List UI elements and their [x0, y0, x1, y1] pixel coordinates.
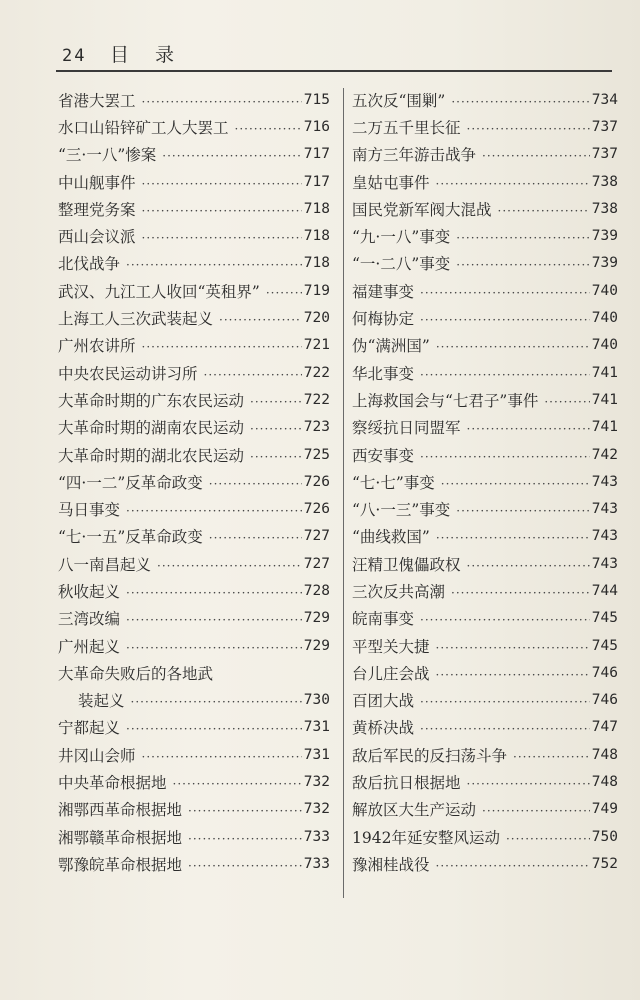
toc-leader-dots	[250, 423, 302, 435]
toc-entry-page: 741	[591, 364, 618, 381]
toc-entry-title: 皇姑屯事件	[352, 173, 430, 192]
toc-entry	[352, 359, 618, 386]
toc-entry-title: 何梅协定	[352, 310, 415, 329]
toc-entry	[58, 332, 330, 359]
toc-entry-page: 727	[303, 528, 330, 545]
toc-leader-dots	[544, 396, 589, 408]
toc-entry-page: 747	[591, 719, 618, 736]
toc-entry	[58, 523, 330, 550]
toc-entry-page: 742	[591, 446, 618, 463]
toc-entry	[58, 687, 330, 714]
toc-entry	[352, 632, 618, 659]
toc-leader-dots	[467, 423, 590, 435]
toc-entry-title: “曲线救国”	[352, 528, 430, 547]
toc-entry-page: 746	[591, 664, 618, 681]
header-rule	[56, 70, 612, 72]
toc-leader-dots	[420, 723, 590, 735]
toc-entry	[352, 386, 618, 413]
toc-entry-title: 湘鄂西革命根据地	[58, 801, 183, 820]
toc-entry-page: 738	[591, 173, 618, 190]
toc-entry-page: 733	[303, 855, 330, 872]
toc-entry-title: 敌后军民的反扫荡斗争	[352, 746, 508, 765]
toc-entry	[58, 796, 330, 823]
toc-entry-page: 746	[591, 692, 618, 709]
toc-leader-dots	[436, 860, 590, 872]
toc-entry-title: 中山舰事件	[58, 173, 136, 192]
toc-entry-page: 752	[591, 855, 618, 872]
toc-entry	[58, 441, 330, 468]
toc-entry-title: 1942年延安整风运动	[352, 828, 500, 847]
toc-entry-title: “三·一八”惨案	[58, 146, 157, 165]
toc-entry-title: 省港大罢工	[58, 91, 136, 110]
toc-entry-page: 723	[303, 419, 330, 436]
toc-entry	[58, 113, 330, 140]
toc-leader-dots	[204, 369, 302, 381]
toc-entry-page: 737	[591, 146, 618, 163]
toc-entry-page: 739	[591, 228, 618, 245]
toc-leader-dots	[142, 205, 302, 217]
toc-entry-title: 国民党新军阀大混战	[352, 200, 492, 219]
toc-entry	[58, 141, 330, 168]
toc-leader-dots	[173, 778, 302, 790]
toc-leader-dots	[188, 860, 302, 872]
page-number: 24	[62, 46, 87, 66]
toc-entry-page: 722	[303, 364, 330, 381]
toc-entry-title: 大革命时期的湖南农民运动	[58, 419, 245, 438]
toc-entry-page: 740	[591, 310, 618, 327]
toc-leader-dots	[126, 642, 302, 654]
toc-entry-title: 三湾改编	[58, 610, 121, 629]
toc-entry-page: 732	[303, 801, 330, 818]
toc-leader-dots	[235, 123, 302, 135]
toc-entry-title: 察绥抗日同盟军	[352, 419, 461, 438]
toc-entry	[58, 86, 330, 113]
toc-leader-dots	[482, 805, 590, 817]
toc-entry-title: 西安事变	[352, 446, 415, 465]
toc-entry-title: 平型关大捷	[352, 637, 430, 656]
toc-leader-dots	[142, 341, 302, 353]
toc-entry-title: 五次反“围剿”	[352, 91, 446, 110]
toc-entry-page: 728	[303, 582, 330, 599]
toc-entry	[352, 796, 618, 823]
toc-leader-dots	[188, 833, 302, 845]
toc-entry	[352, 250, 618, 277]
toc-entry-title: 宁都起义	[58, 719, 121, 738]
toc-entry-title: 井冈山会师	[58, 746, 136, 765]
toc-entry-title: 解放区大生产运动	[352, 801, 477, 820]
toc-leader-dots	[436, 669, 590, 681]
toc-entry-page: 729	[303, 637, 330, 654]
toc-leader-dots	[513, 751, 590, 763]
toc-entry	[58, 277, 330, 304]
toc-entry	[58, 577, 330, 604]
toc-entry	[58, 359, 330, 386]
toc-leader-dots	[436, 532, 590, 544]
toc-right-column	[352, 86, 618, 878]
toc-leader-dots	[436, 341, 590, 353]
toc-entry-title: 中央革命根据地	[58, 774, 167, 793]
toc-entry-page: 718	[303, 228, 330, 245]
toc-entry	[352, 605, 618, 632]
toc-entry-page: 737	[591, 118, 618, 135]
toc-entry-page: 748	[591, 746, 618, 763]
toc-entry	[58, 250, 330, 277]
toc-entry-page: 745	[591, 610, 618, 627]
toc-entry-page: 717	[303, 173, 330, 190]
column-divider	[343, 88, 344, 898]
toc-entry	[352, 850, 618, 877]
toc-entry-page: 743	[591, 473, 618, 490]
toc-entry-title: 秋收起义	[58, 582, 121, 601]
toc-entry-page: 732	[303, 774, 330, 791]
toc-entry	[352, 714, 618, 741]
toc-entry	[58, 414, 330, 441]
toc-entry-page: 717	[303, 146, 330, 163]
toc-leader-dots	[441, 478, 590, 490]
toc-entry-page: 722	[303, 391, 330, 408]
toc-entry-title: “七·七”事变	[352, 473, 435, 492]
toc-entry-title: 敌后抗日根据地	[352, 774, 461, 793]
toc-entry-page: 734	[591, 91, 618, 108]
toc-leader-dots	[157, 560, 302, 572]
toc-entry	[58, 468, 330, 495]
toc-leader-dots	[162, 150, 302, 162]
toc-entry-title: “七·一五”反革命政变	[58, 528, 203, 547]
toc-entry-title: 豫湘桂战役	[352, 855, 430, 874]
toc-entry	[352, 659, 618, 686]
toc-leader-dots	[420, 314, 590, 326]
toc-leader-dots	[456, 505, 590, 517]
toc-leader-dots	[126, 587, 302, 599]
toc-leader-dots	[436, 178, 590, 190]
toc-leader-dots	[142, 232, 302, 244]
toc-left-column	[58, 86, 330, 878]
toc-leader-dots	[451, 587, 590, 599]
toc-entry	[58, 386, 330, 413]
toc-entry-page: 744	[591, 582, 618, 599]
toc-entry-page: 748	[591, 774, 618, 791]
toc-entry-page: 726	[303, 473, 330, 490]
toc-entry-title: 大革命失败后的各地武	[58, 664, 214, 683]
toc-leader-dots	[467, 560, 590, 572]
page-title: 目 录	[110, 44, 185, 66]
toc-leader-dots	[266, 287, 302, 299]
toc-entry-title: 水口山铅锌矿工人大罢工	[58, 118, 229, 137]
toc-entry-page: 749	[591, 801, 618, 818]
toc-entry	[58, 222, 330, 249]
toc-entry	[58, 168, 330, 195]
toc-entry	[352, 468, 618, 495]
toc-entry-title: 装起义	[78, 692, 125, 711]
toc-entry	[58, 714, 330, 741]
toc-entry-page: 727	[303, 555, 330, 572]
toc-leader-dots	[436, 642, 590, 654]
toc-leader-dots	[209, 478, 302, 490]
toc-entry-title: 三次反共高潮	[352, 582, 446, 601]
toc-leader-dots	[467, 123, 590, 135]
toc-entry-title: 伪“满洲国”	[352, 337, 430, 356]
toc-entry-page: 739	[591, 255, 618, 272]
toc-leader-dots	[219, 314, 302, 326]
toc-entry	[352, 222, 618, 249]
toc-leader-dots	[126, 259, 302, 271]
toc-entry-title: 百团大战	[352, 692, 415, 711]
toc-entry	[352, 304, 618, 331]
toc-entry-title: “四·一二”反革命政变	[58, 473, 203, 492]
toc-entry	[58, 659, 330, 686]
toc-leader-dots	[420, 696, 590, 708]
toc-entry-page: 743	[591, 555, 618, 572]
toc-entry-title: 鄂豫皖革命根据地	[58, 855, 183, 874]
toc-leader-dots	[420, 614, 590, 626]
toc-entry	[58, 195, 330, 222]
toc-entry-title: 湘鄂赣革命根据地	[58, 828, 183, 847]
toc-entry-page: 721	[303, 337, 330, 354]
toc-entry-title: 二万五千里长征	[352, 118, 461, 137]
toc-entry-title: “八·一三”事变	[352, 501, 451, 520]
toc-entry	[352, 277, 618, 304]
toc-leader-dots	[250, 451, 302, 463]
toc-entry-page: 733	[303, 828, 330, 845]
toc-entry	[352, 523, 618, 550]
toc-entry-title: 汪精卫傀儡政权	[352, 555, 461, 574]
toc-entry-title: 皖南事变	[352, 610, 415, 629]
toc-entry	[352, 86, 618, 113]
toc-leader-dots	[131, 696, 302, 708]
toc-leader-dots	[142, 178, 302, 190]
toc-entry-page: 731	[303, 719, 330, 736]
toc-leader-dots	[126, 614, 302, 626]
toc-entry-page: 740	[591, 337, 618, 354]
toc-entry	[58, 550, 330, 577]
page-header	[62, 40, 184, 67]
toc-entry-title: 北伐战争	[58, 255, 121, 274]
toc-entry	[58, 495, 330, 522]
toc-entry	[352, 768, 618, 795]
toc-entry	[352, 168, 618, 195]
toc-entry-page: 745	[591, 637, 618, 654]
toc-entry-title: 台儿庄会战	[352, 664, 430, 683]
toc-leader-dots	[498, 205, 590, 217]
toc-entry-page: 718	[303, 255, 330, 272]
toc-entry-page: 743	[591, 501, 618, 518]
toc-entry-title: “九·一八”事变	[352, 228, 451, 247]
toc-entry	[58, 823, 330, 850]
toc-leader-dots	[456, 259, 590, 271]
toc-entry-title: 广州农讲所	[58, 337, 136, 356]
toc-entry-page: 740	[591, 282, 618, 299]
toc-entry-title: 广州起义	[58, 637, 121, 656]
toc-entry-title: 大革命时期的湖北农民运动	[58, 446, 245, 465]
toc-entry-title: 大革命时期的广东农民运动	[58, 391, 245, 410]
toc-leader-dots	[126, 505, 302, 517]
toc-leader-dots	[209, 532, 302, 544]
toc-entry-page: 729	[303, 610, 330, 627]
toc-entry-title: 西山会议派	[58, 228, 136, 247]
toc-entry-title: 中央农民运动讲习所	[58, 364, 198, 383]
toc-entry	[352, 195, 618, 222]
toc-entry	[58, 632, 330, 659]
toc-entry-page: 719	[303, 282, 330, 299]
toc-entry-title: 福建事变	[352, 282, 415, 301]
toc-entry	[352, 687, 618, 714]
toc-entry-title: 整理党务案	[58, 200, 136, 219]
toc-leader-dots	[250, 396, 302, 408]
toc-entry-page: 741	[591, 391, 618, 408]
toc-entry	[352, 823, 618, 850]
toc-entry-page: 715	[303, 91, 330, 108]
toc-entry-page: 716	[303, 118, 330, 135]
toc-leader-dots	[126, 723, 302, 735]
toc-leader-dots	[420, 287, 590, 299]
toc-entry-title: 黄桥决战	[352, 719, 415, 738]
toc-entry-page: 720	[303, 310, 330, 327]
toc-entry-page: 718	[303, 200, 330, 217]
toc-entry-title: 华北事变	[352, 364, 415, 383]
toc-entry	[58, 605, 330, 632]
toc-leader-dots	[467, 778, 590, 790]
toc-entry-page: 738	[591, 200, 618, 217]
toc-entry-page: 726	[303, 501, 330, 518]
toc-leader-dots	[420, 451, 590, 463]
toc-entry	[352, 441, 618, 468]
toc-entry-title: 武汉、九江工人收回“英租界”	[58, 282, 260, 301]
toc-leader-dots	[482, 150, 590, 162]
toc-entry	[352, 550, 618, 577]
toc-entry-title: “一·二八”事变	[352, 255, 451, 274]
toc-entry	[58, 850, 330, 877]
toc-entry-title: 上海工人三次武装起义	[58, 310, 214, 329]
toc-entry	[352, 577, 618, 604]
toc-entry-title: 上海救国会与“七君子”事件	[352, 391, 539, 410]
toc-entry	[58, 304, 330, 331]
toc-entry-title: 马日事变	[58, 501, 121, 520]
toc-entry-page: 743	[591, 528, 618, 545]
toc-entry	[352, 332, 618, 359]
toc-entry	[58, 768, 330, 795]
toc-entry	[352, 113, 618, 140]
toc-leader-dots	[420, 369, 590, 381]
toc-entry-page: 741	[591, 419, 618, 436]
toc-entry-page: 750	[591, 828, 618, 845]
toc-leader-dots	[451, 96, 589, 108]
toc-leader-dots	[188, 805, 302, 817]
toc-leader-dots	[506, 833, 590, 845]
toc-entry	[352, 495, 618, 522]
toc-entry-title: 八一南昌起义	[58, 555, 152, 574]
toc-entry-page: 730	[303, 692, 330, 709]
toc-entry-page: 725	[303, 446, 330, 463]
toc-entry	[352, 414, 618, 441]
toc-leader-dots	[456, 232, 590, 244]
toc-entry	[352, 141, 618, 168]
toc-leader-dots	[142, 96, 302, 108]
toc-entry	[58, 741, 330, 768]
toc-entry-page: 731	[303, 746, 330, 763]
toc-entry	[352, 741, 618, 768]
toc-entry-title: 南方三年游击战争	[352, 146, 477, 165]
toc-leader-dots	[142, 751, 302, 763]
